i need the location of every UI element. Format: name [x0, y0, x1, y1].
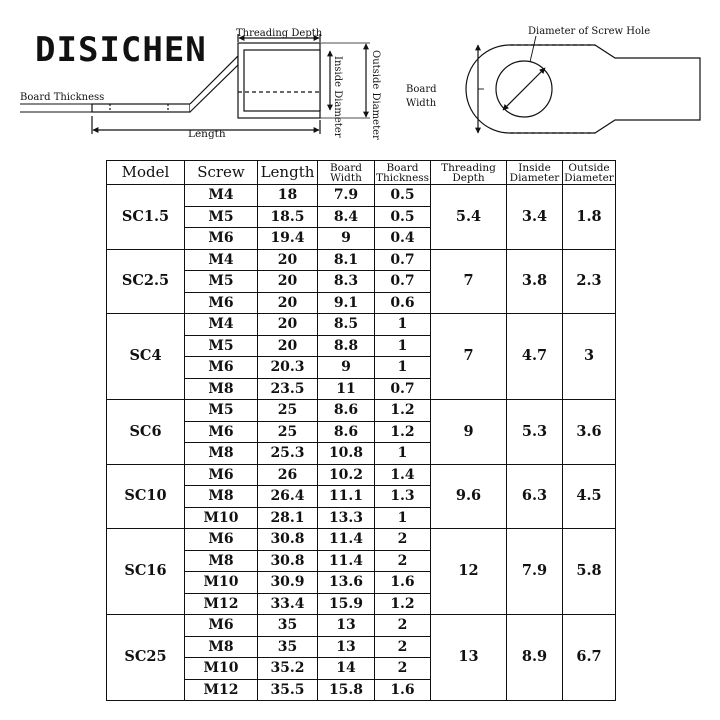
board-width-cell: 8.5 — [318, 314, 375, 336]
board-width-cell: 8.4 — [318, 206, 375, 228]
header-screw: Screw — [185, 161, 258, 185]
length-cell: 20 — [258, 271, 318, 293]
screw-cell: M4 — [185, 314, 258, 336]
model-cell: SC16 — [107, 529, 185, 615]
length-cell: 20.3 — [258, 357, 318, 379]
screw-cell: M10 — [185, 507, 258, 529]
board-thickness-cell: 2 — [375, 615, 431, 637]
top-view-diagram — [466, 36, 700, 133]
outside-diameter-cell: 5.8 — [563, 529, 616, 615]
board-thickness-cell: 2 — [375, 550, 431, 572]
length-cell: 30.8 — [258, 550, 318, 572]
board-thickness-cell: 0.7 — [375, 378, 431, 400]
screw-cell: M12 — [185, 679, 258, 701]
inside-diameter-cell: 7.9 — [507, 529, 563, 615]
threading-depth-cell: 5.4 — [431, 185, 507, 250]
board-width-label-2: Width — [406, 98, 437, 109]
length-cell: 35.2 — [258, 658, 318, 680]
board-width-cell: 8.8 — [318, 335, 375, 357]
board-width-cell: 7.9 — [318, 185, 375, 207]
outside-diameter-cell: 1.8 — [563, 185, 616, 250]
board-thickness-cell: 1 — [375, 443, 431, 465]
screw-cell: M6 — [185, 421, 258, 443]
threading-depth-cell: 7 — [431, 249, 507, 314]
header-model: Model — [107, 161, 185, 185]
board-width-cell: 13.6 — [318, 572, 375, 594]
screw-hole-diameter-label: Diameter of Screw Hole — [528, 26, 651, 37]
board-thickness-cell: 1.2 — [375, 593, 431, 615]
board-width-cell: 13 — [318, 636, 375, 658]
table-row — [107, 464, 616, 486]
table-row — [107, 249, 616, 271]
board-width-cell: 8.3 — [318, 271, 375, 293]
inside-diameter-cell: 8.9 — [507, 615, 563, 701]
inside-diameter-cell: 5.3 — [507, 400, 563, 465]
outside-diameter-cell: 2.3 — [563, 249, 616, 314]
board-thickness-label: Board Thickness — [20, 92, 105, 103]
board-thickness-cell: 2 — [375, 658, 431, 680]
board-width-cell: 9.1 — [318, 292, 375, 314]
length-cell: 33.4 — [258, 593, 318, 615]
model-cell: SC6 — [107, 400, 185, 465]
length-cell: 35.5 — [258, 679, 318, 701]
header-inside-diameter: Inside Diameter — [507, 161, 563, 185]
board-thickness-cell: 1.6 — [375, 679, 431, 701]
header-threading-depth: Threading Depth — [431, 161, 507, 185]
length-cell: 35 — [258, 615, 318, 637]
threading-depth-cell: 9.6 — [431, 464, 507, 529]
screw-cell: M10 — [185, 572, 258, 594]
screw-cell: M4 — [185, 185, 258, 207]
side-view-diagram — [20, 34, 370, 134]
board-thickness-cell: 1 — [375, 357, 431, 379]
board-width-cell: 9 — [318, 228, 375, 250]
header-board-width: Board Width — [318, 161, 375, 185]
threading-depth-label: Threading Depth — [236, 28, 323, 39]
board-width-cell: 8.6 — [318, 421, 375, 443]
screw-cell: M5 — [185, 206, 258, 228]
outside-diameter-cell: 6.7 — [563, 615, 616, 701]
board-width-cell: 8.6 — [318, 400, 375, 422]
threading-depth-cell: 13 — [431, 615, 507, 701]
inside-diameter-label: Inside Diameter — [332, 56, 343, 138]
length-cell: 28.1 — [258, 507, 318, 529]
board-thickness-cell: 1.2 — [375, 400, 431, 422]
board-width-cell: 11 — [318, 378, 375, 400]
inside-diameter-cell: 6.3 — [507, 464, 563, 529]
length-cell: 23.5 — [258, 378, 318, 400]
board-thickness-cell: 1 — [375, 507, 431, 529]
screw-cell: M6 — [185, 529, 258, 551]
lug-diagrams — [0, 0, 720, 160]
screw-cell: M8 — [185, 443, 258, 465]
screw-cell: M5 — [185, 335, 258, 357]
board-width-cell: 10.8 — [318, 443, 375, 465]
inside-diameter-cell: 4.7 — [507, 314, 563, 400]
board-thickness-cell: 2 — [375, 529, 431, 551]
screw-cell: M10 — [185, 658, 258, 680]
board-thickness-cell: 1.6 — [375, 572, 431, 594]
board-thickness-cell: 0.5 — [375, 185, 431, 207]
screw-cell: M5 — [185, 400, 258, 422]
board-width-cell: 15.8 — [318, 679, 375, 701]
length-cell: 25 — [258, 421, 318, 443]
board-thickness-cell: 0.5 — [375, 206, 431, 228]
header-outside-diameter: Outside Diameter — [564, 161, 614, 184]
table-row — [107, 314, 616, 336]
length-cell: 30.9 — [258, 572, 318, 594]
board-thickness-cell: 1 — [375, 335, 431, 357]
length-cell: 35 — [258, 636, 318, 658]
length-cell: 19.4 — [258, 228, 318, 250]
screw-cell: M6 — [185, 357, 258, 379]
length-cell: 20 — [258, 314, 318, 336]
length-cell: 25 — [258, 400, 318, 422]
length-cell: 18.5 — [258, 206, 318, 228]
threading-depth-cell: 12 — [431, 529, 507, 615]
model-cell: SC2.5 — [107, 249, 185, 314]
board-width-cell: 11.1 — [318, 486, 375, 508]
spec-table-body — [107, 185, 616, 701]
board-width-cell: 8.1 — [318, 249, 375, 271]
outside-diameter-cell: 3 — [563, 314, 616, 400]
length-cell: 26 — [258, 464, 318, 486]
outside-diameter-cell: 3.6 — [563, 400, 616, 465]
board-thickness-cell: 1.4 — [375, 464, 431, 486]
screw-cell: M6 — [185, 615, 258, 637]
table-row — [107, 185, 616, 207]
header-board-thickness: Board Thickness — [375, 161, 430, 184]
screw-cell: M4 — [185, 249, 258, 271]
model-cell: SC10 — [107, 464, 185, 529]
spec-table — [106, 160, 616, 701]
board-width-cell: 15.9 — [318, 593, 375, 615]
threading-depth-cell: 9 — [431, 400, 507, 465]
table-row — [107, 400, 616, 422]
length-cell: 20 — [258, 249, 318, 271]
threading-depth-cell: 7 — [431, 314, 507, 400]
screw-cell: M12 — [185, 593, 258, 615]
model-cell: SC25 — [107, 615, 185, 701]
board-width-cell: 13.3 — [318, 507, 375, 529]
brand-logo: DISICHEN — [35, 30, 207, 70]
outside-diameter-label: Outside Diameter — [370, 50, 381, 140]
inside-diameter-cell: 3.8 — [507, 249, 563, 314]
board-thickness-cell: 0.7 — [375, 271, 431, 293]
screw-cell: M8 — [185, 636, 258, 658]
board-width-cell: 10.2 — [318, 464, 375, 486]
board-thickness-cell: 2 — [375, 636, 431, 658]
board-thickness-cell: 0.4 — [375, 228, 431, 250]
screw-cell: M8 — [185, 550, 258, 572]
length-cell: 25.3 — [258, 443, 318, 465]
table-header-row — [107, 161, 616, 185]
outside-diameter-cell: 4.5 — [563, 464, 616, 529]
table-row — [107, 529, 616, 551]
screw-cell: M6 — [185, 228, 258, 250]
screw-cell: M8 — [185, 378, 258, 400]
board-width-cell: 11.4 — [318, 550, 375, 572]
board-thickness-cell: 0.7 — [375, 249, 431, 271]
length-cell: 26.4 — [258, 486, 318, 508]
table-row — [107, 615, 616, 637]
board-width-cell: 9 — [318, 357, 375, 379]
screw-cell: M8 — [185, 486, 258, 508]
board-thickness-cell: 1.2 — [375, 421, 431, 443]
board-width-cell: 14 — [318, 658, 375, 680]
screw-cell: M6 — [185, 464, 258, 486]
model-cell: SC4 — [107, 314, 185, 400]
board-width-label-1: Board — [406, 84, 437, 95]
length-cell: 18 — [258, 185, 318, 207]
screw-cell: M6 — [185, 292, 258, 314]
length-label: Length — [188, 128, 226, 140]
length-cell: 20 — [258, 335, 318, 357]
board-thickness-cell: 1 — [375, 314, 431, 336]
screw-cell: M5 — [185, 271, 258, 293]
board-thickness-cell: 1.3 — [375, 486, 431, 508]
model-cell: SC1.5 — [107, 185, 185, 250]
length-cell: 30.8 — [258, 529, 318, 551]
header-length: Length — [258, 161, 318, 185]
board-width-cell: 13 — [318, 615, 375, 637]
inside-diameter-cell: 3.4 — [507, 185, 563, 250]
board-width-cell: 11.4 — [318, 529, 375, 551]
length-cell: 20 — [258, 292, 318, 314]
board-thickness-cell: 0.6 — [375, 292, 431, 314]
